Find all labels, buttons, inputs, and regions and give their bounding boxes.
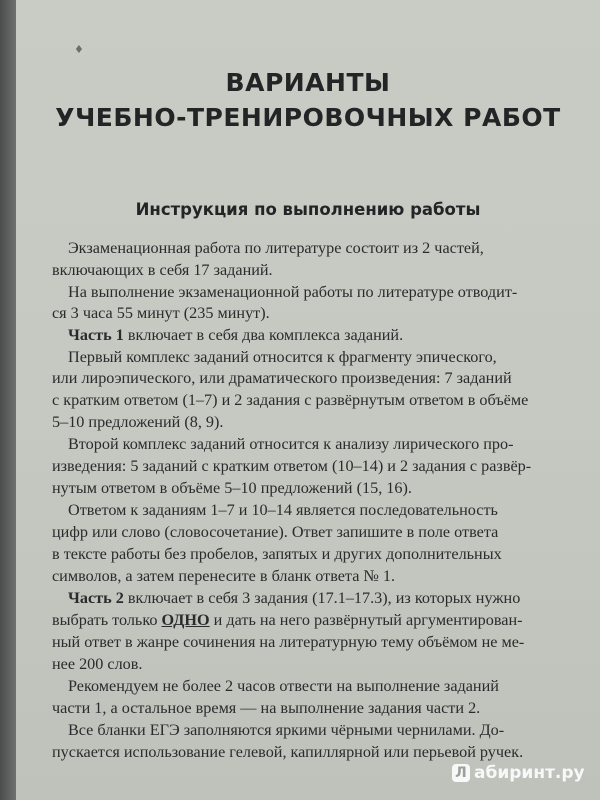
paragraph-6-line-1: Ответом к заданиям 1–7 и 10–14 является последовательность [68, 501, 498, 519]
watermark-text: абиринт.ру [474, 763, 585, 783]
part-1-label: Часть 1 [68, 326, 124, 344]
paragraph-2-line-2: ся 3 часа 55 минут (235 минут). [52, 304, 270, 322]
paragraph-5-line-1: Второй комплекс заданий относится к анализу лирического про- [68, 435, 514, 453]
labirint-logo-icon: Л [452, 764, 470, 782]
paragraph-9-line-1: Все бланки ЕГЭ заполняются яркими чёрными чернилами. До- [68, 721, 505, 739]
page-title-line-2: УЧЕБНО-ТРЕНИРОВОЧНЫХ РАБОТ [55, 103, 561, 132]
labirint-watermark [452, 763, 585, 783]
paragraph-9-line-2: пускается использование гелевой, капиллярной или перьевой ручек. [52, 743, 524, 761]
paragraph-7-text: включает в себя 3 задания (17.1–17.3), из которых нужно [123, 589, 521, 607]
paragraph-8-line-2: части 1, а остальное время — на выполнение задания части 2. [52, 699, 481, 717]
paragraph-1-line-1: Экзаменационная работа по литературе состоит из 2 частей, [68, 239, 484, 257]
paragraph-7-line-1 [68, 588, 520, 608]
paragraph-6-line-4: символов, а затем перенесите в бланк ответа № 1. [52, 567, 396, 585]
paragraph-8-line-1: Рекомендуем не более 2 часов отвести на выполнение заданий [68, 677, 499, 695]
paragraph-6-line-3: в тексте работы без пробелов, запятых и других дополнительных [52, 545, 502, 563]
section-heading: Инструкция по выполнению работы [135, 200, 481, 219]
book-page [16, 0, 600, 800]
paragraph-2-line-1: На выполнение экзаменационной работы по литературе отводит- [68, 283, 518, 301]
corner-mark: ♦ [74, 43, 84, 56]
paragraph-3-text: включает в себя два комплекса заданий. [123, 326, 404, 344]
paragraph-4-line-4: 5–10 предложений (8, 9). [52, 413, 224, 431]
paragraph-6-line-2: цифр или слово (словосочетание). Ответ запишите в поле ответа [52, 523, 499, 541]
paragraph-4-line-2: или лироэпического, или драматического произведения: 7 заданий [52, 369, 512, 387]
paragraph-7-line-2-start: выбрать только [52, 611, 162, 629]
paragraph-1-line-2: включающих в себя 17 заданий. [52, 261, 273, 279]
paragraph-7-line-4: нее 200 слов. [52, 655, 143, 673]
page-gutter-shadow [0, 0, 16, 800]
paragraph-3 [68, 325, 403, 345]
part-2-label: Часть 2 [68, 589, 124, 607]
paragraph-4-line-3: с кратким ответом (1–7) и 2 задания с развёрнутым ответом в объёме [52, 391, 529, 409]
paragraph-7-line-2-end: и дать на него развёрнутый аргументирован- [209, 611, 523, 629]
page-title-line-1: ВАРИАНТЫ [225, 68, 391, 97]
paragraph-5-line-3: нутым ответом в объёме 5–10 предложений (15, 16). [52, 479, 412, 497]
paragraph-5-line-2: изведения: 5 заданий с кратким ответом (10–14) и 2 задания с развёр- [52, 457, 532, 475]
paragraph-7-line-2 [52, 610, 523, 630]
only-one-emphasis: ОДНО [161, 611, 210, 629]
paragraph-4-line-1: Первый комплекс заданий относится к фрагменту эпического, [68, 348, 497, 366]
paragraph-7-line-3: ный ответ в жанре сочинения на литературную тему объёмом не ме- [52, 633, 525, 651]
